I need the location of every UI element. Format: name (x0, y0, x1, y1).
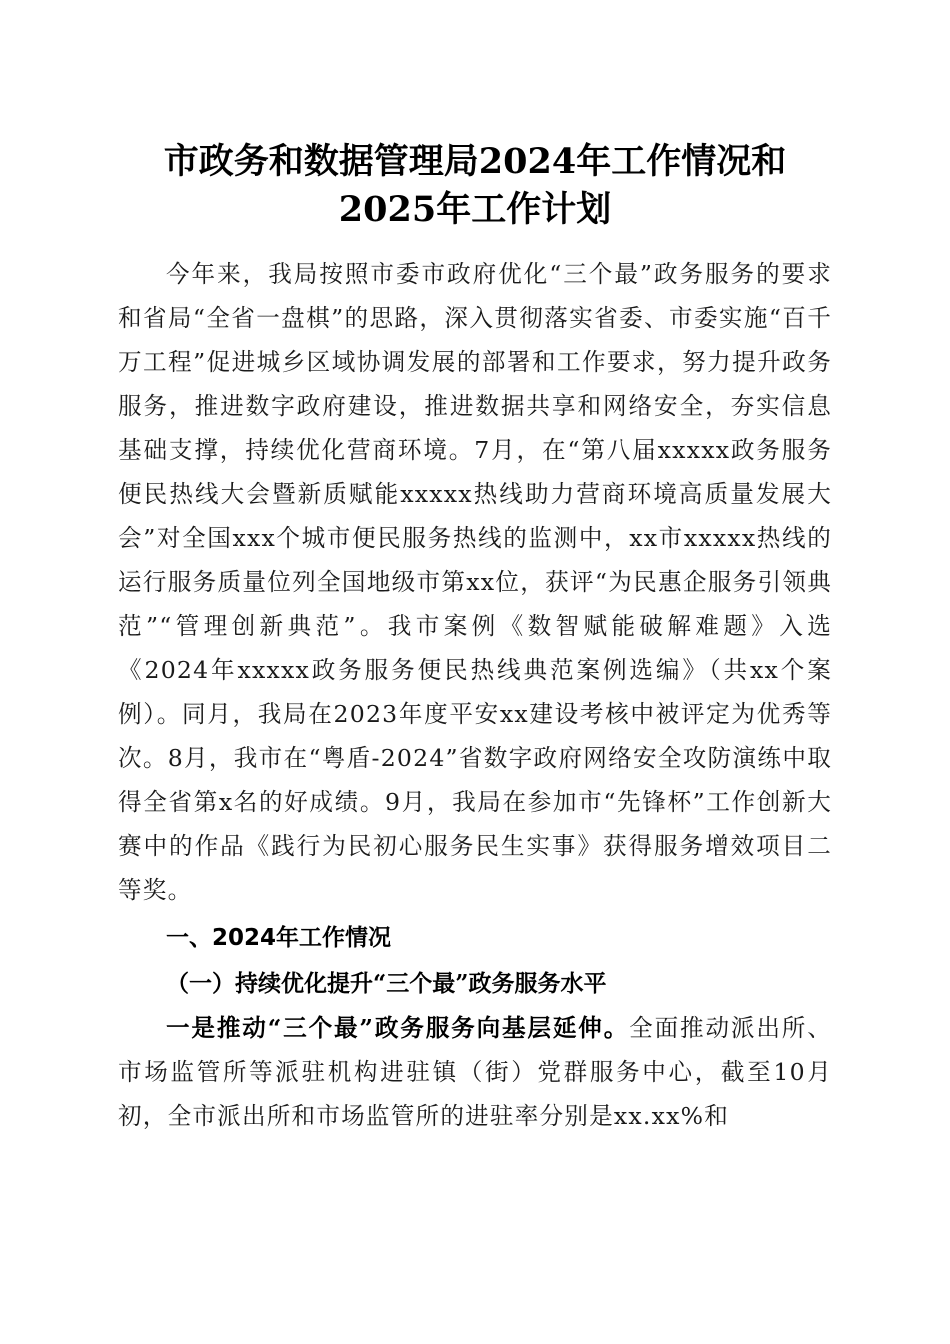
section-heading-2024-work: 一、2024年工作情况 (166, 925, 392, 951)
item-1-paragraph (118, 1006, 832, 1138)
subsection-heading-service-level: （一）持续优化提升“三个最”政务服务水平 (166, 970, 607, 997)
intro-paragraph: 今年来，我局按照市委市政府优化“三个最”政务服务的要求和省局“全省一盘棋”的思路，深入贯彻落实省委、市委实施“百千万工程”促进城乡区域协调发展的部署和工作要求，努力提升政务服务，推进数字政府建设，推进数据共享和网络安全，夯实信息基础支撑，持续优化营商环境。7月，在“第八届xxxxx政务服务便民热线大会暨新质赋能xxxxx热线助力营商环境高质量发展大会”对全国xxx个城市便民服务热线的监测中，xx市xxxxx热线的运行服务质量位列全国地级市第xx位，获评“为民惠企服务引领典范”“管理创新典范”。我市案例《数智赋能破解难题》入选《2024年xxxxx政务服务便民热线典范案例选编》（共xx个案例）。同月，我局在2023年度平安xx建设考核中被评定为优秀等次。8月，我市在“粤盾-2024”省数字政府网络安全攻防演练中取得全省第x名的好成绩。9月，我局在参加市“先锋杯”工作创新大赛中的作品《践行为民初心服务民生实事》获得服务增效项目二等奖。 (118, 260, 832, 904)
item-1-lead: 一是推动“三个最”政务服务向基层延伸。 (166, 1014, 630, 1042)
document-body (118, 252, 832, 1138)
document-title: 市政务和数据管理局2024年工作情况和2025年工作计划 (163, 141, 787, 230)
item-1-text: 全面推动派出所、市场监管所等派驻机构进驻镇（街）党群服务中心，截至10月初，全市派出所和市场监管所的进驻率分别是xx.xx%和 (118, 1014, 832, 1130)
